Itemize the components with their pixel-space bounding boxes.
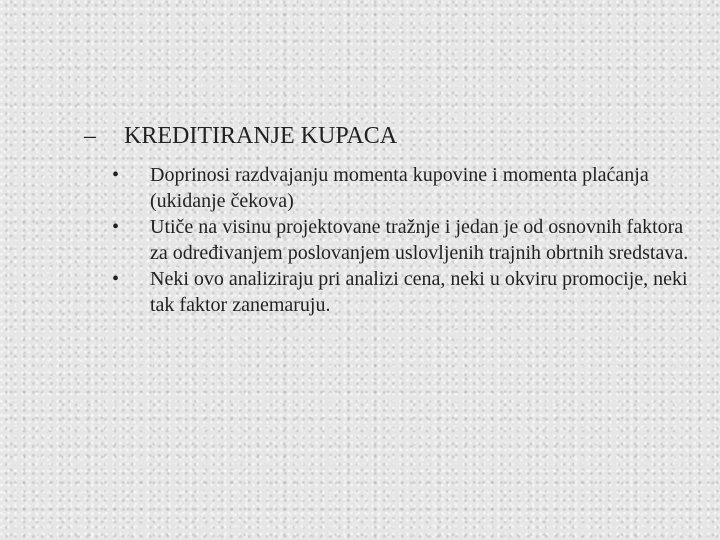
- bullet-list: [112, 162, 692, 318]
- slide-heading: [84, 121, 397, 151]
- heading-text: KREDITIRANJE KUPACA: [124, 123, 398, 149]
- bullet-text: Doprinosi razdvajanju momenta kupovine i momenta plaćanja (ukidanje čekova): [150, 164, 649, 212]
- bullet-item: [112, 266, 692, 318]
- bullet-item: [112, 214, 692, 266]
- bullet-text: Neki ovo analiziraju pri analizi cena, neki u okviru promocije, neki tak faktor zanemaruju.: [150, 268, 688, 316]
- bullet-marker: •: [112, 268, 120, 290]
- bullet-marker: •: [112, 216, 120, 238]
- bullet-item: [112, 162, 692, 214]
- heading-dash-marker: –: [84, 123, 96, 149]
- bullet-marker: •: [112, 164, 120, 186]
- bullet-text: Utiče na visinu projektovane tražnje i jedan je od osnovnih faktora za određivanjem poslovanjem uslovljenih trajnih obrtnih sredstava.: [150, 216, 689, 264]
